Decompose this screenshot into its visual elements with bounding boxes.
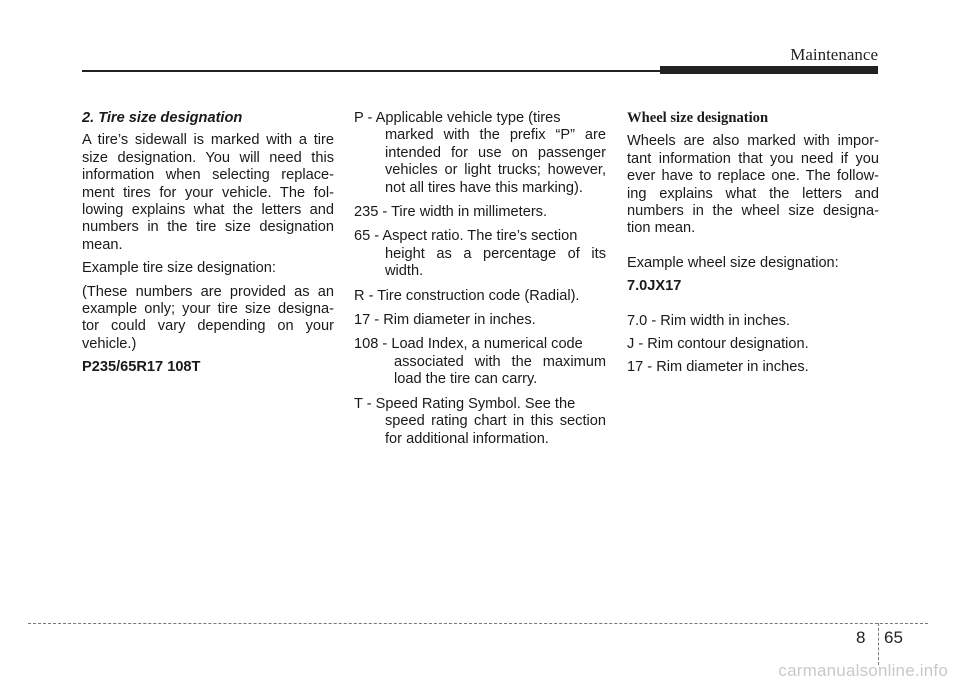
header-rule bbox=[82, 70, 662, 72]
item-code: 17 - bbox=[354, 312, 384, 329]
list-item bbox=[354, 312, 606, 329]
item-code: P - bbox=[354, 110, 376, 126]
list-item bbox=[354, 288, 606, 305]
item-text: Rim diameter in inches. bbox=[383, 312, 536, 329]
paragraph: Example wheel size designation: bbox=[627, 254, 839, 271]
paragraph: (These numbers are provided as an example only; your tire size designa-tor could vary depending on your vehicle.) bbox=[82, 283, 334, 352]
item-code: 65 - bbox=[354, 228, 383, 245]
item-text: Applicable vehicle type (tires bbox=[375, 110, 561, 126]
item-code: T - bbox=[354, 395, 376, 412]
item-text: Tire construction code (Radial). bbox=[377, 287, 580, 304]
list-item bbox=[354, 204, 606, 221]
item-text-continued: associated with the maximum load the tire can carry. bbox=[394, 353, 606, 388]
list-item bbox=[354, 228, 606, 280]
watermark: carmanualsonline.info bbox=[778, 661, 948, 680]
item-text-continued: speed rating chart in this section for additional information. bbox=[385, 413, 606, 447]
item-text-continued: marked with the prefix “P” are intended for use on passenger vehicles or light trucks; however, not all tires have this marking). bbox=[385, 127, 606, 196]
list-item bbox=[354, 110, 606, 197]
item-code: R - bbox=[354, 287, 378, 304]
paragraph: Wheels are also marked with impor-tant information that you need if you ever have to replace one. The follow-ing explains what the letters and numbers in the wheel size designa-tion mean. bbox=[627, 133, 879, 237]
item-text-continued: height as a percentage of its width. bbox=[385, 245, 606, 280]
list-item bbox=[354, 396, 606, 448]
header-title: Maintenance bbox=[790, 45, 878, 64]
section-title: 2. Tire size designation bbox=[82, 110, 243, 126]
example-code: 7.0JX17 bbox=[627, 278, 682, 295]
list-item bbox=[354, 336, 606, 388]
page-number-separator bbox=[878, 623, 879, 665]
column-wheel-size bbox=[627, 110, 879, 383]
header-rule-accent bbox=[660, 66, 878, 74]
page-number: 65 bbox=[884, 628, 903, 647]
column-tire-size bbox=[82, 110, 334, 383]
item-code: 108 - bbox=[354, 336, 392, 353]
list-item: J - Rim contour designation. bbox=[627, 336, 809, 353]
column-tire-codes bbox=[354, 110, 606, 455]
paragraph: Example tire size designation: bbox=[82, 260, 276, 277]
section-title: Wheel size designation bbox=[627, 110, 769, 126]
chapter-number: 8 bbox=[856, 628, 866, 647]
footer-rule bbox=[28, 623, 928, 624]
item-text: Load Index, a numerical code bbox=[391, 336, 583, 353]
item-text: Tire width in millimeters. bbox=[391, 204, 548, 221]
item-text: Speed Rating Symbol. See the bbox=[375, 395, 576, 412]
paragraph: A tire’s sidewall is marked with a tire size designation. You will need this information when selecting replace-ment tires for your vehicle. The fol-lowing explains what the letters and numbers in the tire size designation mean. bbox=[82, 132, 334, 253]
item-text: Aspect ratio. The tire’s section bbox=[382, 228, 578, 245]
item-code: 235 - bbox=[354, 204, 392, 221]
list-item: 7.0 - Rim width in inches. bbox=[627, 312, 791, 329]
example-code: P235/65R17 108T bbox=[82, 359, 201, 376]
list-item: 17 - Rim diameter in inches. bbox=[627, 359, 809, 376]
